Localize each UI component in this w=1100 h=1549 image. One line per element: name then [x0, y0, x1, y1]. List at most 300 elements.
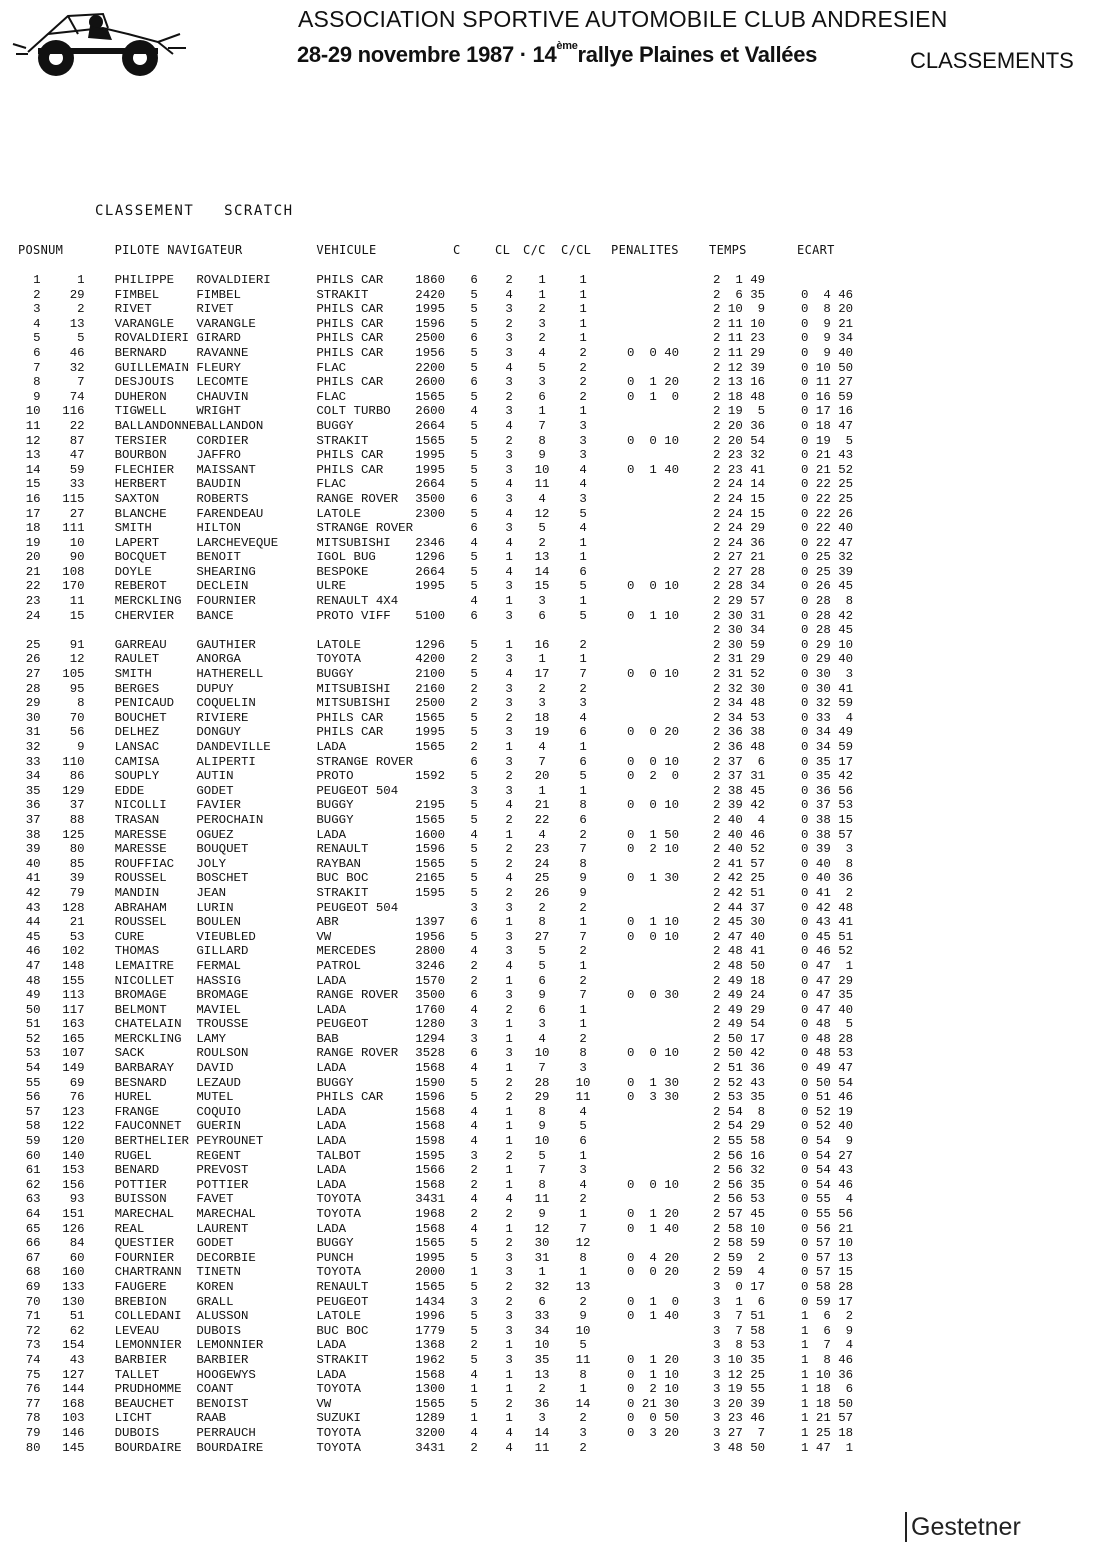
cell-num: 123 — [62, 1104, 85, 1119]
table-row — [18, 828, 881, 843]
cell-cl: 3 — [505, 929, 513, 944]
cell-ccl: 9 — [579, 885, 587, 900]
cell-cl: 2 — [505, 1396, 513, 1411]
cell-c: 6 — [470, 491, 478, 506]
table-row — [18, 1105, 881, 1120]
cell-cc: 5 — [538, 521, 546, 536]
col-num: NUM — [40, 243, 64, 257]
cell-temps: 2 50 42 — [713, 1046, 766, 1061]
cell-vehicule: RANGE ROVER — [316, 491, 399, 506]
cell-penalites — [605, 1192, 705, 1207]
cell-ccl: 2 — [579, 345, 587, 360]
cell-cl: 1 — [505, 594, 513, 609]
cell-ecart: 0 57 15 — [801, 1265, 854, 1280]
cell-c: 5 — [470, 798, 478, 813]
cell-c: 5 — [470, 812, 478, 827]
cell-cl: 4 — [505, 1440, 513, 1455]
cell-penalites — [605, 901, 705, 916]
cell-penalites: 0 0 10 — [627, 798, 680, 813]
cell-penalites: 0 0 10 — [627, 579, 680, 594]
cell-navigateur: BENOIT — [196, 550, 241, 565]
cell-cl: 1 — [505, 1104, 513, 1119]
cell-cl: 3 — [505, 681, 513, 696]
cell-cl: 4 — [505, 871, 513, 886]
cell-pos: 53 — [25, 1046, 41, 1061]
cell-ccl: 5 — [579, 1338, 587, 1353]
cell-pos: 24 — [25, 608, 41, 623]
cell-pos: 54 — [25, 1061, 41, 1076]
cell-vehicule: TOYOTA — [316, 1192, 361, 1207]
cell-cc: 24 — [534, 856, 550, 871]
cell-navigateur: OGUEZ — [196, 827, 234, 842]
cell-penalites — [605, 1017, 705, 1032]
cell-navigateur: DUPUY — [196, 681, 234, 696]
cell-cylindree: 1760 — [415, 1002, 446, 1017]
cell-penalites — [605, 1324, 705, 1339]
table-row — [18, 988, 881, 1003]
cell-pilote: BARBARAY — [114, 1061, 175, 1076]
cell-cylindree: 1995 — [415, 1250, 446, 1265]
cell-cylindree: 2165 — [415, 871, 446, 886]
cell-cl: 3 — [505, 1352, 513, 1367]
cell-ccl: 2 — [579, 973, 587, 988]
cell-ecart: 1 25 18 — [801, 1425, 854, 1440]
cell-cl: 4 — [505, 798, 513, 813]
cell-ecart: 0 51 46 — [801, 1090, 854, 1105]
cell-ccl: 2 — [579, 900, 587, 915]
cell-num: 103 — [62, 1411, 85, 1426]
cell-pilote: LICHT — [114, 1411, 152, 1426]
cell-navigateur: FAVIER — [196, 798, 241, 813]
cell-penalites — [605, 1003, 705, 1018]
cell-vehicule: STRANGE ROVER — [316, 754, 414, 769]
cell-pilote: THOMAS — [114, 944, 160, 959]
cell-pilote: CHARTRANN — [114, 1265, 182, 1280]
cell-ccl: 3 — [579, 696, 587, 711]
cell-temps: 2 30 34 — [713, 623, 766, 638]
table-row — [18, 521, 881, 536]
cell-temps: 2 57 45 — [713, 1207, 766, 1221]
cell-num: 130 — [62, 1294, 85, 1309]
cell-c: 3 — [470, 1148, 478, 1163]
cell-vehicule: TOYOTA — [316, 1207, 361, 1221]
cell-navigateur: CORDIER — [196, 433, 249, 448]
cell-ccl: 5 — [579, 608, 587, 623]
cell-vehicule: VW — [316, 1396, 332, 1411]
cell-navigateur: JEAN — [196, 885, 227, 900]
cell-cylindree: 1996 — [415, 1309, 446, 1324]
cell-ccl: 3 — [579, 1425, 587, 1440]
cell-cc: 1 — [538, 404, 546, 419]
cell-ccl: 6 — [579, 754, 587, 769]
cell-pilote: QUESTIER — [114, 1236, 175, 1251]
cell-num: 160 — [62, 1265, 85, 1280]
cell-ccl: 1 — [579, 915, 587, 930]
cell-cc: 5 — [538, 958, 546, 973]
cell-cylindree: 3500 — [415, 988, 446, 1003]
cell-cylindree: 1565 — [415, 710, 446, 725]
cell-penalites — [605, 638, 705, 653]
event-ordinal-suffix: ème — [556, 40, 578, 52]
cell-pos: 27 — [25, 667, 41, 682]
cell-cylindree: 1600 — [415, 827, 446, 842]
col-cc: C/C — [523, 243, 546, 257]
cell-temps: 2 40 52 — [713, 842, 766, 857]
cell-temps: 2 55 58 — [713, 1134, 766, 1149]
cell-c: 5 — [470, 710, 478, 725]
cell-cl: 2 — [505, 433, 513, 448]
cell-num: 120 — [62, 1134, 85, 1149]
cell-pilote: TIGWELL — [114, 404, 167, 419]
col-penalites: PENALITES — [611, 243, 679, 257]
cell-penalites: 0 0 20 — [627, 1265, 680, 1280]
cell-navigateur: DANDEVILLE — [196, 740, 271, 754]
results-table — [18, 243, 881, 1455]
table-row — [18, 725, 881, 740]
cell-cl: 2 — [505, 842, 513, 857]
cell-temps: 2 50 17 — [713, 1031, 766, 1046]
table-row — [18, 623, 881, 638]
cell-ecart: 0 18 47 — [801, 418, 854, 433]
cell-c: 5 — [470, 1236, 478, 1251]
cell-num: 105 — [62, 667, 85, 682]
cell-num: 56 — [69, 725, 85, 740]
cell-num: 76 — [69, 1090, 85, 1105]
cell-pos: 44 — [25, 915, 41, 930]
cell-cc: 14 — [534, 1425, 550, 1440]
cell-temps: 2 13 16 — [713, 375, 766, 390]
cell-navigateur: GRALL — [196, 1294, 234, 1309]
cell-navigateur: FOURNIER — [196, 594, 256, 609]
cell-cl: 3 — [505, 491, 513, 506]
cell-pilote: LAPERT — [114, 535, 160, 550]
table-row — [18, 1017, 881, 1032]
cell-c: 2 — [470, 652, 478, 667]
cell-navigateur — [196, 623, 300, 638]
cell-pos: 70 — [25, 1294, 41, 1309]
cell-cc: 13 — [534, 550, 550, 565]
table-row — [18, 1192, 881, 1207]
cell-ecart: 0 40 36 — [801, 871, 854, 886]
table-row — [18, 857, 881, 872]
cell-ecart: 0 25 39 — [801, 564, 854, 579]
cell-cylindree: 1595 — [415, 1148, 446, 1163]
cell-vehicule: LADA — [316, 1367, 347, 1382]
cell-c: 5 — [470, 477, 478, 492]
cell-vehicule: PATROL — [316, 958, 361, 973]
cell-cylindree: 4200 — [415, 652, 446, 667]
cell-ecart: 0 21 43 — [801, 448, 854, 463]
cell-pos: 16 — [25, 491, 41, 506]
cell-vehicule: VW — [316, 929, 332, 944]
cell-cc: 3 — [538, 1411, 546, 1426]
cell-num: 90 — [69, 550, 85, 565]
cell-num: 146 — [62, 1425, 85, 1440]
cell-penalites: 0 3 20 — [627, 1425, 680, 1440]
cell-navigateur: ANORGA — [196, 652, 241, 667]
cell-navigateur: GILLARD — [196, 944, 249, 959]
cell-num: 140 — [62, 1148, 85, 1163]
cell-num: 43 — [69, 1352, 85, 1367]
cell-navigateur: COQUELIN — [196, 696, 256, 711]
cell-navigateur: REGENT — [196, 1148, 241, 1163]
cell-vehicule: BUC BOC — [316, 871, 369, 886]
gestetner-mark: Gestetner — [905, 1512, 1021, 1542]
table-row — [18, 390, 881, 405]
cell-ecart: 0 34 49 — [801, 725, 854, 740]
cell-cylindree: 1565 — [415, 389, 446, 404]
cell-penalites: 0 0 10 — [627, 929, 680, 944]
cell-pilote: PHILIPPE — [114, 273, 175, 287]
cell-c: 5 — [470, 302, 478, 317]
cell-vehicule: RAYBAN — [316, 856, 361, 871]
cell-navigateur: MARECHAL — [196, 1207, 256, 1221]
cell-ccl: 2 — [579, 827, 587, 842]
cell-vehicule: BUC BOC — [316, 1323, 369, 1338]
cell-ccl: 1 — [579, 302, 587, 317]
cell-navigateur: BOSCHET — [196, 871, 249, 886]
cell-pos: 67 — [25, 1250, 41, 1265]
cell-temps: 2 24 29 — [713, 521, 766, 536]
cell-ccl: 13 — [575, 1279, 591, 1294]
cell-num: 53 — [69, 929, 85, 944]
col-pos: POS — [18, 243, 41, 257]
cell-pos: 14 — [25, 462, 41, 477]
table-row — [18, 609, 881, 624]
cell-cl: 3 — [505, 1323, 513, 1338]
cell-c: 6 — [470, 521, 478, 536]
cell-c: 4 — [470, 1221, 478, 1236]
table-row — [18, 419, 881, 434]
cell-ecart: 0 22 26 — [801, 506, 854, 521]
cell-c: 5 — [470, 856, 478, 871]
cell-num: 8 — [77, 696, 85, 711]
cell-temps: 2 31 52 — [713, 667, 766, 682]
cell-pos: 61 — [25, 1163, 41, 1178]
cell-vehicule: RENAULT — [316, 842, 369, 857]
cell-navigateur: GUERIN — [196, 1119, 241, 1134]
cell-cylindree: 2600 — [415, 375, 446, 390]
cell-vehicule: LATOLE — [316, 506, 361, 521]
cell-cc: 3 — [538, 375, 546, 390]
cell-cl: 4 — [505, 1425, 513, 1440]
cell-vehicule: PHILS CAR — [316, 375, 384, 390]
cell-penalites — [605, 288, 705, 303]
cell-penalites: 0 21 30 — [627, 1396, 680, 1411]
cell-cylindree: 1296 — [415, 550, 446, 565]
table-row — [18, 550, 881, 565]
cell-pilote: EDDE — [114, 783, 145, 798]
cell-cl: 2 — [505, 1207, 513, 1221]
table-header-row — [18, 243, 881, 273]
cell-penalites — [605, 682, 705, 697]
cell-pilote: BOUCHET — [114, 710, 167, 725]
cell-pilote: SAXTON — [114, 491, 160, 506]
cell-cc: 12 — [534, 506, 550, 521]
cell-cc: 2 — [538, 1382, 546, 1397]
cell-c: 2 — [470, 1338, 478, 1353]
cell-temps: 2 11 23 — [713, 331, 766, 346]
cell-cc: 4 — [538, 345, 546, 360]
cell-cl: 1 — [505, 1119, 513, 1134]
cell-pos: 8 — [33, 375, 41, 390]
cell-cylindree: 2200 — [415, 360, 446, 375]
cell-vehicule: PHILS CAR — [316, 462, 384, 477]
cell-ecart: 0 47 35 — [801, 988, 854, 1003]
cell-ecart: 0 58 28 — [801, 1279, 854, 1294]
cell-ccl: 1 — [579, 1148, 587, 1163]
cell-ccl: 5 — [579, 506, 587, 521]
cell-c: 4 — [470, 594, 478, 609]
cell-penalites — [605, 1134, 705, 1149]
cell-navigateur: JOLY — [196, 856, 227, 871]
cell-cl: 4 — [505, 535, 513, 550]
cell-cc: 5 — [538, 1148, 546, 1163]
cell-navigateur: DAVID — [196, 1061, 234, 1076]
classements-label: CLASSEMENTS — [910, 48, 1074, 73]
cell-num: 7 — [77, 375, 85, 390]
cell-cc: 2 — [538, 331, 546, 346]
cell-cylindree: 2664 — [415, 418, 446, 433]
cell-cc: 1 — [538, 652, 546, 667]
cell-navigateur: GODET — [196, 1236, 234, 1251]
cell-cylindree: 1565 — [415, 812, 446, 827]
cell-cl: 3 — [505, 375, 513, 390]
cell-cl: 3 — [505, 331, 513, 346]
cell-ccl: 1 — [579, 316, 587, 331]
cell-vehicule: LADA — [316, 1163, 347, 1178]
table-row — [18, 974, 881, 989]
cell-temps: 2 53 35 — [713, 1090, 766, 1105]
cell-ecart — [791, 273, 881, 288]
cell-cl: 1 — [505, 1367, 513, 1382]
cell-cylindree: 1596 — [415, 316, 446, 331]
cell-navigateur: CHAUVIN — [196, 389, 249, 404]
cell-num: 79 — [69, 885, 85, 900]
cell-ccl: 5 — [579, 1119, 587, 1134]
cell-pos: 37 — [25, 812, 41, 827]
cell-cc: 1 — [538, 287, 546, 302]
cell-vehicule: MITSUBISHI — [316, 696, 391, 711]
cell-pilote: FOURNIER — [114, 1250, 175, 1265]
cell-ccl: 6 — [579, 564, 587, 579]
cell-pilote: LEVEAU — [114, 1323, 160, 1338]
cell-cc: 2 — [538, 302, 546, 317]
cell-num: 95 — [69, 681, 85, 696]
cell-c: 2 — [470, 973, 478, 988]
cell-cc: 6 — [538, 608, 546, 623]
cell-vehicule: BUGGY — [316, 798, 354, 813]
cell-num: 2 — [77, 302, 85, 317]
cell-cc: 34 — [534, 1323, 550, 1338]
cell-ecart: 0 50 54 — [801, 1075, 854, 1090]
cell-pos: 71 — [25, 1309, 41, 1324]
cell-pos: 29 — [25, 696, 41, 711]
cell-temps: 2 40 46 — [713, 827, 766, 842]
cell-navigateur: DECORBIE — [196, 1250, 256, 1265]
cell-navigateur: GODET — [196, 783, 234, 798]
table-row — [18, 1265, 881, 1280]
cell-pos: 28 — [25, 681, 41, 696]
cell-pos: 4 — [33, 316, 41, 331]
cell-num: 151 — [62, 1207, 85, 1221]
cell-penalites: 0 1 30 — [627, 871, 680, 886]
cell-penalites — [605, 1032, 705, 1047]
table-row — [18, 1309, 881, 1324]
cell-vehicule: PEUGEOT — [316, 1017, 369, 1032]
cell-cc: 31 — [534, 1250, 550, 1265]
cell-cl: 2 — [505, 389, 513, 404]
cell-navigateur: PEYROUNET — [196, 1134, 264, 1149]
cell-ecart: 0 29 40 — [801, 652, 854, 667]
cell-navigateur: RAVANNE — [196, 345, 249, 360]
table-row — [18, 1295, 881, 1310]
cell-pilote: BREBION — [114, 1294, 167, 1309]
cell-penalites: 0 2 10 — [627, 1382, 680, 1397]
cell-c: 5 — [470, 418, 478, 433]
cell-pilote: NICOLLET — [114, 973, 175, 988]
cell-cl: 1 — [505, 1221, 513, 1236]
cell-pos: 36 — [25, 798, 41, 813]
cell-penalites — [605, 1163, 705, 1178]
cell-ccl: 8 — [579, 1367, 587, 1382]
cell-vehicule: PHILS CAR — [316, 316, 384, 331]
cell-num: 117 — [62, 1002, 85, 1017]
cell-pos: 40 — [25, 856, 41, 871]
cell-temps: 2 49 18 — [713, 973, 766, 988]
cell-ecart: 0 47 1 — [801, 958, 854, 973]
cell-navigateur: LAURENT — [196, 1221, 249, 1236]
cell-navigateur: RAAB — [196, 1411, 227, 1426]
cell-vehicule: ULRE — [316, 579, 347, 594]
cell-pilote: ROVALDIERI — [114, 331, 189, 346]
cell-c: 3 — [470, 1294, 478, 1309]
cell-cl: 2 — [505, 1294, 513, 1309]
cell-navigateur: DECLEIN — [196, 579, 249, 594]
cell-pilote: BOURDAIRE — [114, 1440, 182, 1455]
cell-pos: 5 — [33, 331, 41, 346]
cell-pos — [18, 623, 41, 638]
cell-c: 4 — [470, 1425, 478, 1440]
cell-cylindree: 1434 — [415, 1294, 446, 1309]
cell-ccl: 5 — [579, 769, 587, 784]
cell-temps: 2 24 15 — [713, 491, 766, 506]
cell-ccl: 2 — [579, 389, 587, 404]
cell-pos: 17 — [25, 506, 41, 521]
cell-num: 116 — [62, 404, 85, 419]
cell-cc: 2 — [538, 900, 546, 915]
cell-ccl: 7 — [579, 1221, 587, 1236]
table-row — [18, 886, 881, 901]
cell-c: 5 — [470, 360, 478, 375]
cell-temps: 3 20 39 — [713, 1396, 766, 1411]
cell-c: 6 — [470, 988, 478, 1003]
cell-ecart: 0 48 53 — [801, 1046, 854, 1061]
cell-pos: 60 — [25, 1148, 41, 1163]
cell-pos: 75 — [25, 1367, 41, 1382]
cell-cl: 3 — [505, 521, 513, 536]
cell-vehicule: LADA — [316, 1119, 347, 1134]
cell-temps: 2 37 6 — [713, 754, 766, 769]
cell-penalites: 0 1 50 — [627, 827, 680, 842]
col-cl: CL — [495, 243, 511, 257]
cell-cc: 10 — [534, 1046, 550, 1061]
cell-c: 5 — [470, 667, 478, 682]
cell-pos: 23 — [25, 594, 41, 609]
cell-num: 88 — [69, 812, 85, 827]
cell-ecart: 0 54 9 — [801, 1134, 854, 1149]
cell-ccl: 10 — [575, 1075, 591, 1090]
